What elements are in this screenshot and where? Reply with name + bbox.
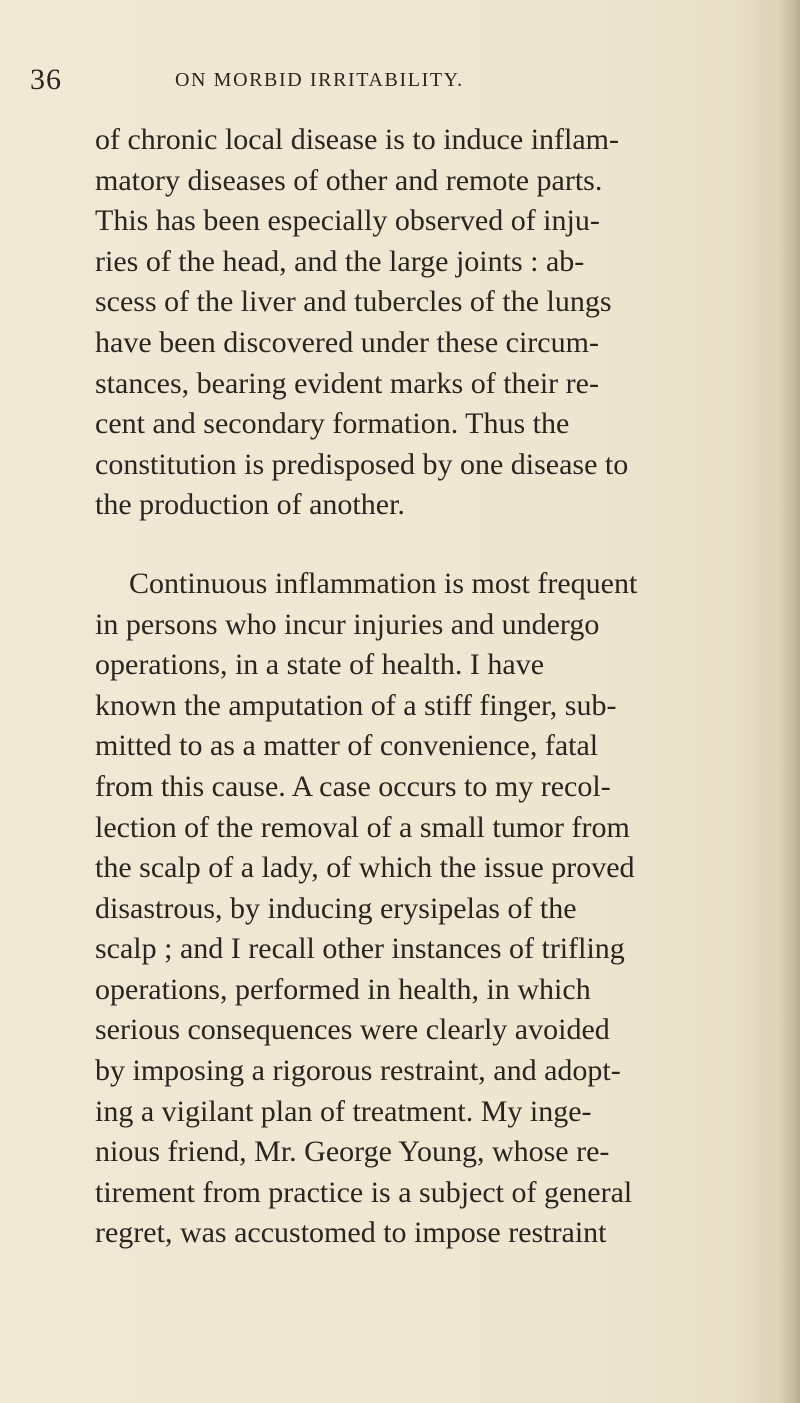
text-line: serious consequences were clearly avoided bbox=[95, 1013, 610, 1047]
page-number: 36 bbox=[30, 63, 62, 96]
text-line: scess of the liver and tubercles of the lungs bbox=[95, 285, 612, 319]
text-line: operations, in a state of health. I have bbox=[95, 648, 545, 682]
text-line: tirement from practice is a subject of general bbox=[95, 1175, 633, 1209]
text-line: ing a vigilant plan of treatment. My inge- bbox=[95, 1094, 592, 1128]
body-text bbox=[95, 120, 785, 1254]
running-head: ON MORBID IRRITABILITY. bbox=[175, 69, 464, 91]
text-line: have been discovered under these circum- bbox=[95, 325, 599, 359]
text-line: from this cause. A case occurs to my recol- bbox=[95, 769, 611, 803]
text-line: matory diseases of other and remote parts. bbox=[95, 163, 603, 197]
text-line: disastrous, by inducing erysipelas of the bbox=[95, 891, 577, 925]
text-line: regret, was accustomed to impose restraint bbox=[95, 1216, 607, 1250]
text-line: lection of the removal of a small tumor from bbox=[95, 810, 630, 844]
text-line: nious friend, Mr. George Young, whose re- bbox=[95, 1135, 610, 1169]
text-line: cent and secondary formation. Thus the bbox=[95, 407, 570, 441]
text-line: ries of the head, and the large joints : ab- bbox=[95, 244, 585, 278]
text-line: known the amputation of a stiff finger, sub- bbox=[95, 688, 617, 722]
text-line: constitution is predisposed by one disease to bbox=[95, 447, 629, 481]
paragraph-1 bbox=[95, 120, 785, 526]
text-line: the production of another. bbox=[95, 488, 405, 522]
page-header bbox=[0, 60, 800, 100]
text-line: by imposing a rigorous restraint, and adopt- bbox=[95, 1054, 621, 1088]
text-line: operations, performed in health, in which bbox=[95, 972, 591, 1006]
text-line: mitted to as a matter of convenience, fatal bbox=[95, 729, 599, 763]
text-line: the scalp of a lady, of which the issue proved bbox=[95, 851, 635, 885]
paragraph-2 bbox=[95, 564, 785, 1254]
text-line: scalp ; and I recall other instances of trifling bbox=[95, 932, 625, 966]
text-line: This has been especially observed of inju- bbox=[95, 204, 600, 238]
text-line: stances, bearing evident marks of their re- bbox=[95, 366, 599, 400]
paragraph-gap bbox=[95, 526, 785, 564]
text-line: in persons who incur injuries and undergo bbox=[95, 607, 600, 641]
text-line: Continuous inflammation is most frequent bbox=[129, 566, 638, 600]
text-line: of chronic local disease is to induce inflam- bbox=[95, 123, 619, 156]
